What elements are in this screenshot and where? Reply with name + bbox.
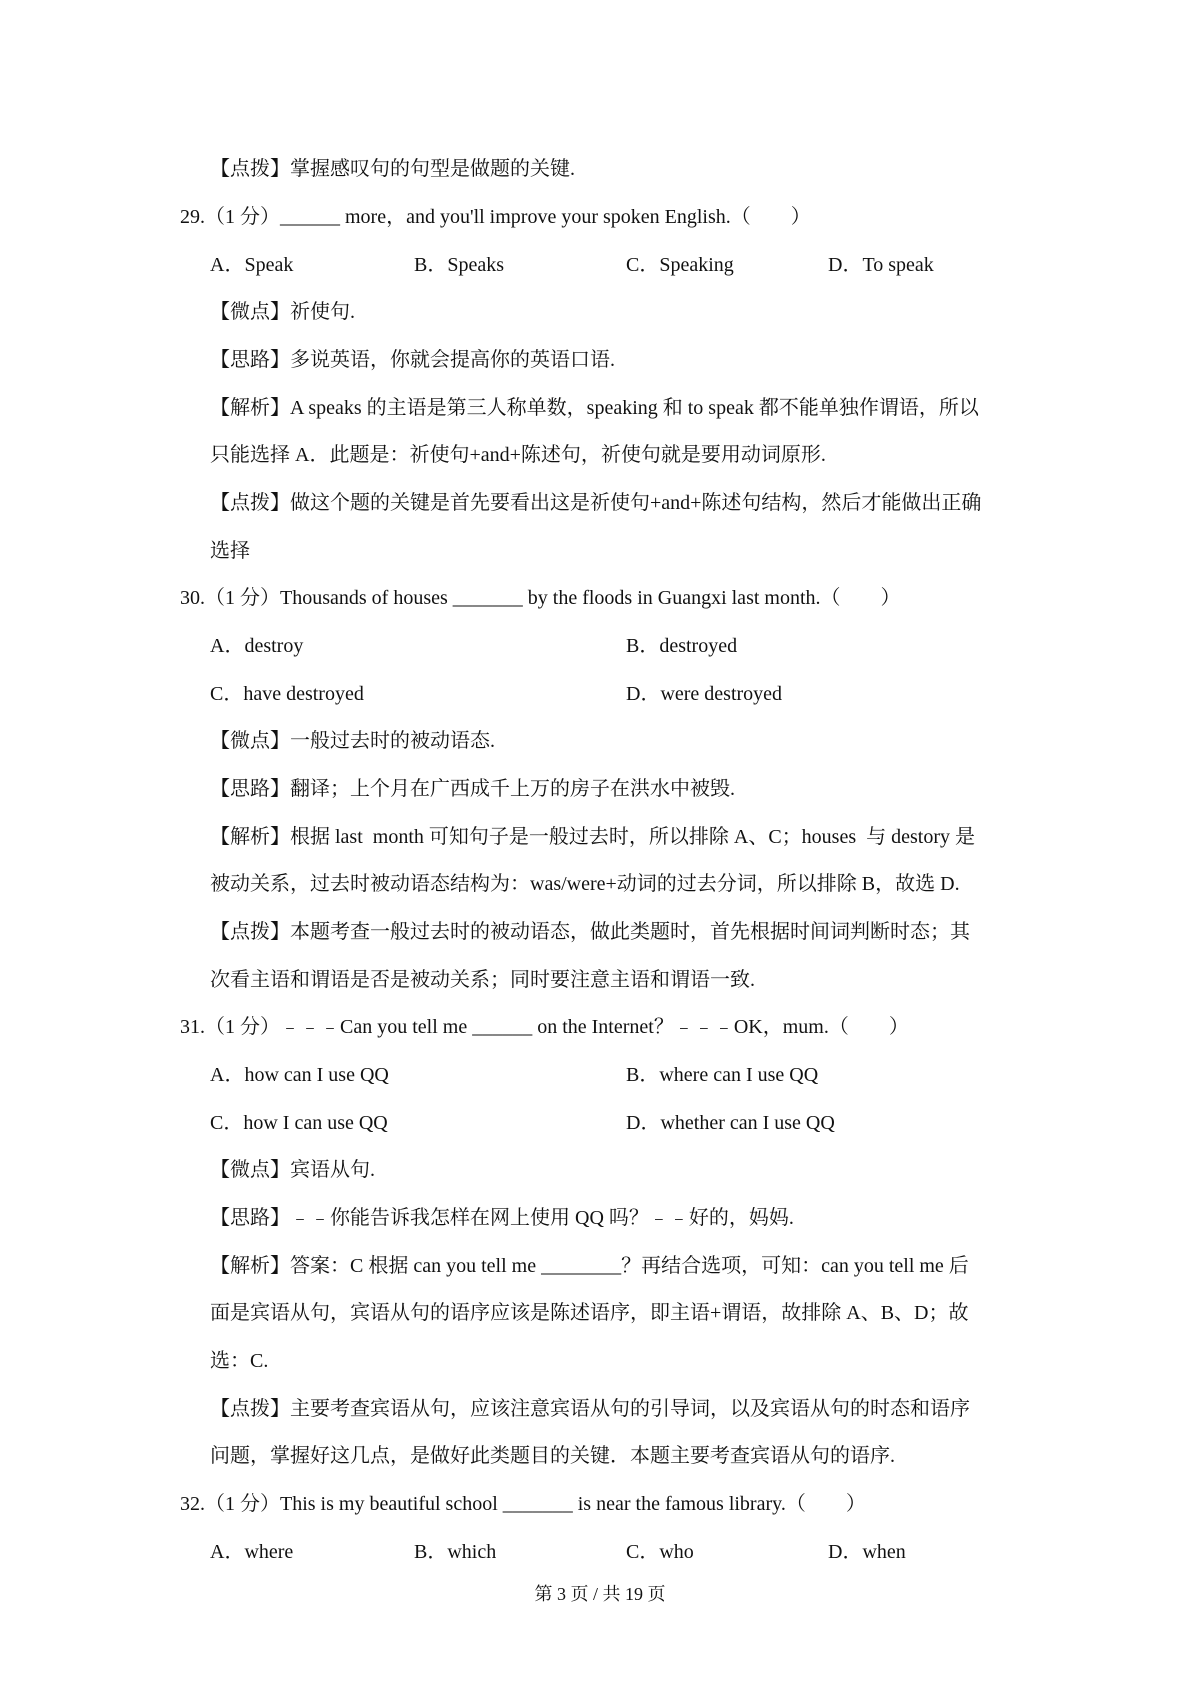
q30-dianbo-line: 次看主语和谓语是否是被动关系；同时要注意主语和谓语一致. bbox=[210, 969, 755, 991]
q31-jiexi-line: 面是宾语从句，宾语从句的语序应该是陈述语序，即主语+谓语，故排除 A、B、D；故 bbox=[210, 1302, 969, 1324]
top-note: 【点拨】掌握感叹句的句型是做题的关键. bbox=[210, 158, 575, 180]
question-31-stem: 31.（1 分）﹣﹣﹣Can you tell me ______ on the Internet？﹣﹣﹣OK，mum.（ ） bbox=[180, 1016, 909, 1038]
q32-option-b: B．which bbox=[414, 1541, 497, 1563]
q29-option-a: A．Speak bbox=[210, 254, 294, 276]
q30-option-c: C．have destroyed bbox=[210, 683, 364, 705]
q31-silu: 【思路】﹣﹣你能告诉我怎样在网上使用 QQ 吗？﹣﹣好的，妈妈. bbox=[210, 1207, 794, 1229]
q29-option-d: D．To speak bbox=[828, 254, 934, 276]
q30-option-d: D．were destroyed bbox=[626, 683, 783, 705]
q30-jiexi-line: 被动关系，过去时被动语态结构为：was/were+动词的过去分词，所以排除 B，故选 D. bbox=[210, 873, 960, 895]
question-32-stem: 32.（1 分）This is my beautiful school _______ is near the famous library.（ ） bbox=[180, 1493, 866, 1515]
question-29-stem: 29.（1 分）______ more，and you'll improve your spoken English.（ ） bbox=[180, 206, 811, 228]
q32-option-a: A．where bbox=[210, 1541, 294, 1563]
q30-option-b: B．destroyed bbox=[626, 635, 738, 657]
q29-option-c: C．Speaking bbox=[626, 254, 734, 276]
question-30-stem: 30.（1 分）Thousands of houses _______ by the floods in Guangxi last month.（ ） bbox=[180, 587, 901, 609]
q31-option-b: B．where can I use QQ bbox=[626, 1064, 819, 1086]
q29-dianbo-line: 【点拨】做这个题的关键是首先要看出这是祈使句+and+陈述句结构，然后才能做出正确 bbox=[210, 492, 982, 514]
q29-jiexi-line: 只能选择 A．此题是：祈使句+and+陈述句，祈使句就是要用动词原形. bbox=[210, 444, 826, 466]
q32-option-c: C．who bbox=[626, 1541, 694, 1563]
q29-jiexi-line: 【解析】A speaks 的主语是第三人称单数，speaking 和 to speak 都不能单独作谓语，所以 bbox=[210, 397, 979, 419]
q30-jiexi-line: 【解析】根据 last month 可知句子是一般过去时，所以排除 A、C；houses 与 destory 是 bbox=[210, 826, 975, 848]
q31-weidian: 【微点】宾语从句. bbox=[210, 1159, 375, 1181]
q29-option-b: B．Speaks bbox=[414, 254, 504, 276]
q29-dianbo-line: 选择 bbox=[210, 540, 250, 562]
q29-silu: 【思路】多说英语，你就会提高你的英语口语. bbox=[210, 349, 615, 371]
q29-weidian: 【微点】祈使句. bbox=[210, 301, 355, 323]
q31-dianbo-line: 问题，掌握好这几点，是做好此类题目的关键．本题主要考查宾语从句的语序. bbox=[210, 1445, 895, 1467]
q31-option-c: C．how I can use QQ bbox=[210, 1112, 388, 1134]
page-footer: 第 3 页 / 共 19 页 bbox=[534, 1584, 666, 1604]
q31-jiexi-line: 选：C. bbox=[210, 1350, 269, 1372]
q31-option-a: A．how can I use QQ bbox=[210, 1064, 389, 1086]
q30-silu: 【思路】翻译；上个月在广西成千上万的房子在洪水中被毁. bbox=[210, 778, 735, 800]
q30-dianbo-line: 【点拨】本题考查一般过去时的被动语态，做此类题时，首先根据时间词判断时态；其 bbox=[210, 921, 970, 943]
q30-option-a: A．destroy bbox=[210, 635, 304, 657]
q31-jiexi-line: 【解析】答案：C 根据 can you tell me ________？再结合选项，可知：can you tell me 后 bbox=[210, 1255, 969, 1277]
q31-option-d: D．whether can I use QQ bbox=[626, 1112, 835, 1134]
q30-weidian: 【微点】一般过去时的被动语态. bbox=[210, 730, 495, 752]
q32-option-d: D．when bbox=[828, 1541, 906, 1563]
q31-dianbo-line: 【点拨】主要考查宾语从句，应该注意宾语从句的引导词，以及宾语从句的时态和语序 bbox=[210, 1398, 970, 1420]
